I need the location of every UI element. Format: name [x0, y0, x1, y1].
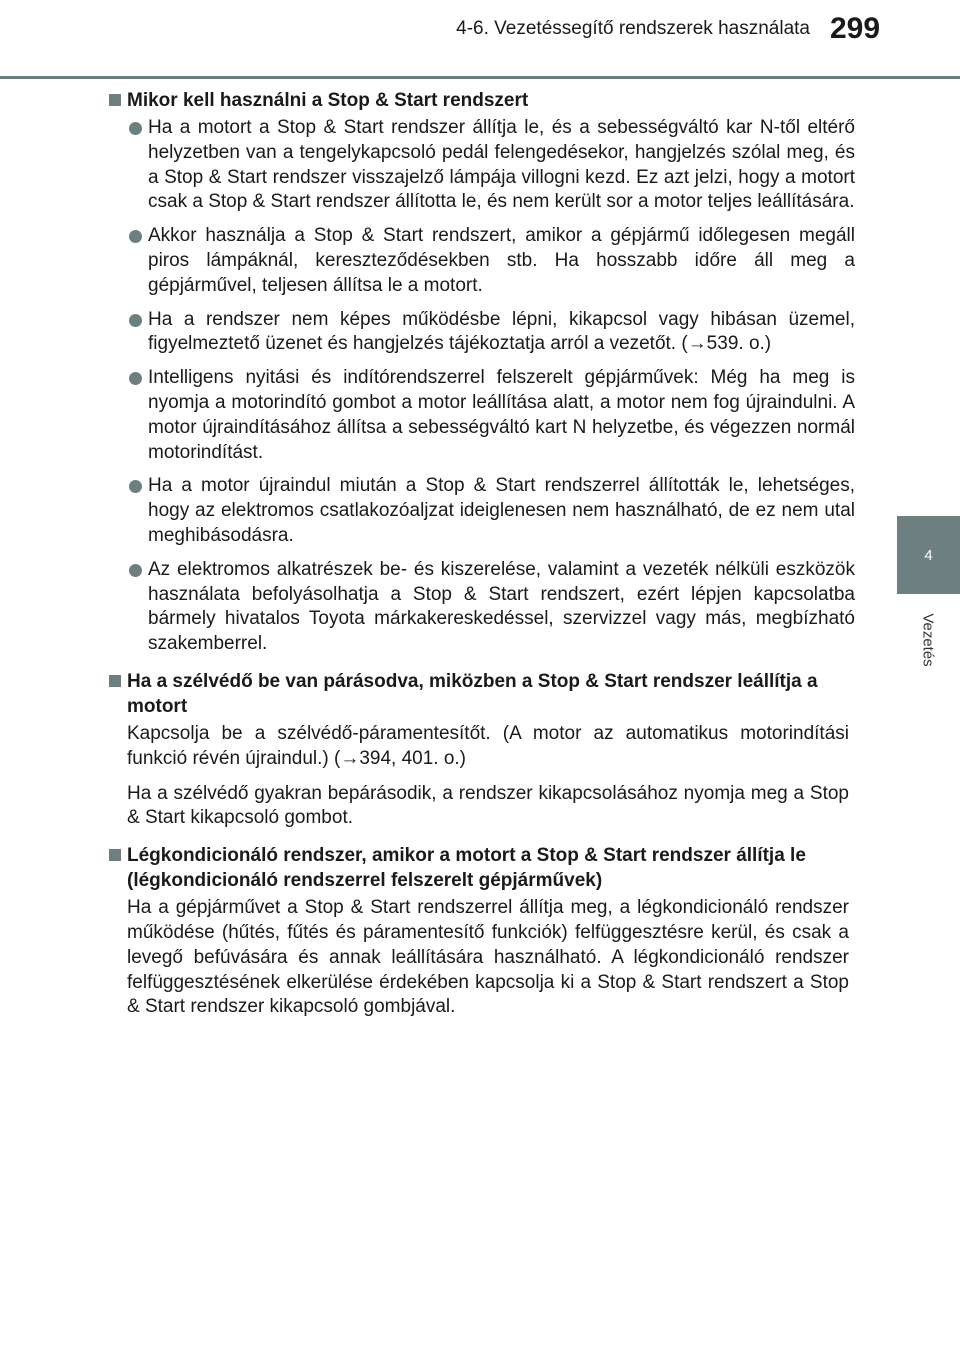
section-heading-text: Ha a szélvédő be van párásodva, miközben a Stop & Start rendszer leállítja a motort	[127, 670, 818, 717]
list-item	[109, 474, 855, 548]
paragraph: Ha a gépjárművet a Stop & Start rendszerrel állítja meg, a légkondicionáló rendszer működése (hűtés, fűtés és páramentesítő funkciók) felfüggesztésre kerül, és csak a levegő befúvására és annak leállítására használható. A légkondicionáló rendszer felfüggesztésének elkerülése érdekében kapcsolja ki a Stop & Start rendszert a Stop & Start rendszer kikapcsoló gombjával.	[127, 897, 849, 1018]
section-heading	[109, 669, 855, 719]
square-bullet-icon	[109, 675, 121, 687]
list-item	[109, 224, 855, 298]
section-heading	[109, 843, 855, 893]
chapter-number: 4	[924, 546, 933, 564]
square-bullet-icon	[109, 849, 121, 861]
list-item-text: Akkor használja a Stop & Start rendszert, amikor a gépjármű időlegesen megáll piros lámpáknál, kereszteződésekben stb. Ha hosszabb időre áll meg a gépjárművel, teljesen állítsa le a motort.	[148, 225, 855, 296]
paragraph: Kapcsolja be a szélvédő-páramentesítőt. (A motor az automatikus motorindítási funkció révén újraindul.) (→394, 401. o.)	[127, 722, 849, 769]
section-heading-text: Mikor kell használni a Stop & Start rendszert	[127, 90, 529, 111]
round-bullet-icon	[129, 480, 142, 493]
chapter-side-label	[896, 600, 960, 680]
chapter-tab[interactable]	[897, 516, 960, 594]
list-item	[109, 308, 855, 358]
page-content	[109, 88, 855, 1032]
square-bullet-icon	[109, 94, 121, 106]
round-bullet-icon	[129, 230, 142, 243]
chapter-label-text: Vezetés	[919, 613, 937, 667]
list-item-text: Intelligens nyitási és indítórendszerrel felszerelt gépjárművek: Még ha meg is nyomja a motorindító gombot a motor leállítása alatt, a motor nem fog újraindulni. A motor újraindításához állítsa a sebességváltó kart N helyzetbe, és végezzen normál motorindítást.	[148, 367, 855, 463]
header-divider	[0, 76, 960, 79]
list-item-text: Ha a rendszer nem képes működésbe lépni, kikapcsol vagy hibásan üzemel, figyelmeztető üzenet és hangjelzés tájékoztatja arról a vezetőt. (→539. o.)	[148, 308, 855, 355]
list-item	[109, 366, 855, 465]
section-heading-text: Légkondicionáló rendszer, amikor a motort a Stop & Start rendszer állítja le (légkondicionáló rendszerrel felszerelt gépjárművek)	[127, 845, 806, 892]
list-item-text: Ha a motort a Stop & Start rendszer állítja le, és a sebességváltó kar N-től eltérő helyzetben van a tengelykapcsoló pedál felengedésekor, hangjelzés szólal meg, és a Stop & Start rendszer visszajelző lámpája villogni kezd. Ez azt jelzi, hogy a motort csak a Stop & Start rendszer állította le, és nem került sor a motor teljes leállítására.	[148, 117, 855, 213]
list-item	[109, 558, 855, 657]
header-title: 4-6. Vezetéssegítő rendszerek használata	[456, 18, 810, 39]
section-air-conditioning	[109, 843, 855, 1020]
paragraph: Ha a szélvédő gyakran bepárásodik, a rendszer kikapcsolásához nyomja meg a Stop & Start kikapcsoló gombot.	[127, 782, 849, 829]
list-item-text: Az elektromos alkatrészek be- és kiszerelése, valamint a vezeték nélküli eszközök használata befolyásolhatja a Stop & Start rendszert, ezért lépjen kapcsolatba bármely hivatalos Toyota márkakereskedéssel, szervizzel vagy más, megbízható szakemberrel.	[148, 558, 855, 655]
round-bullet-icon	[129, 564, 142, 577]
page-number: 299	[830, 12, 881, 45]
round-bullet-icon	[129, 372, 142, 385]
list-item	[109, 116, 855, 215]
round-bullet-icon	[129, 314, 142, 327]
section-heading	[109, 88, 855, 113]
section-when-to-use	[109, 88, 855, 657]
section-windshield-fogged	[109, 669, 855, 831]
round-bullet-icon	[129, 122, 142, 135]
list-item-text: Ha a motor újraindul miután a Stop & Start rendszerrel állították le, lehetséges, hogy az elektromos csatlakozóaljzat ideiglenesen nem használható, de ez nem utal meghibásodásra.	[148, 475, 855, 546]
